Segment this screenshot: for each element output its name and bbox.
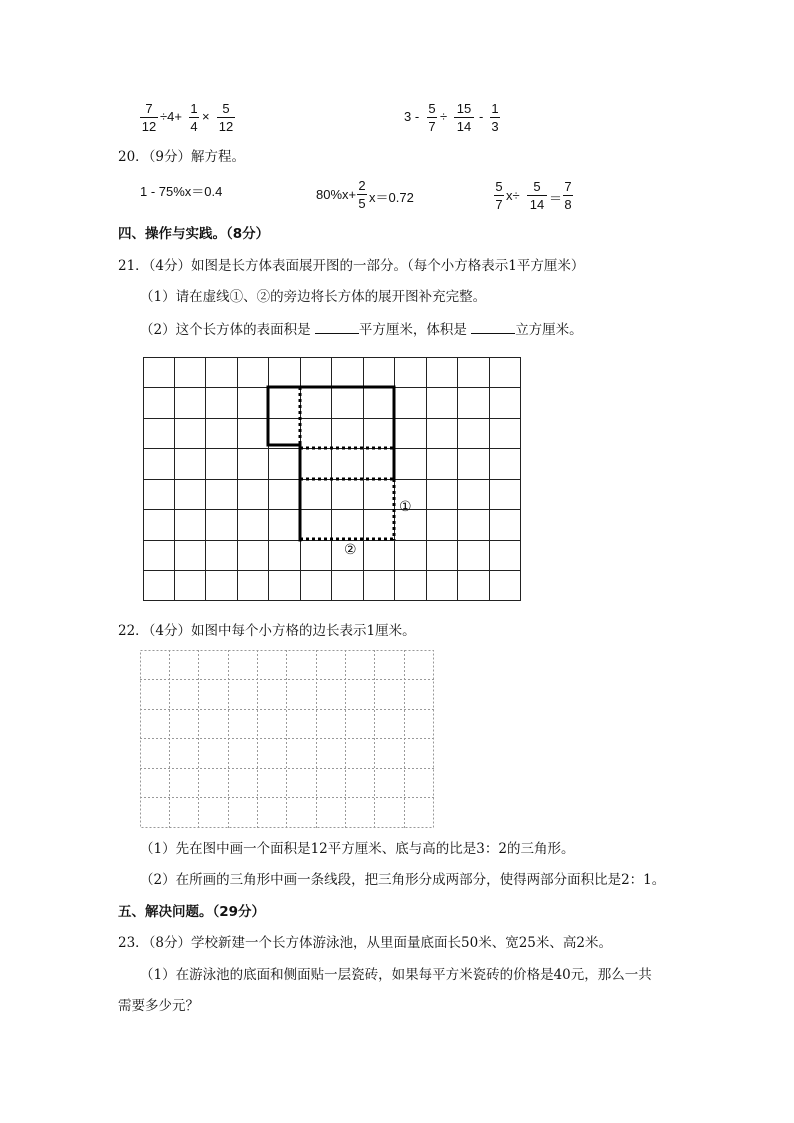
- operator: 3 -: [404, 109, 420, 124]
- fraction: 2 5: [358, 178, 366, 211]
- operator: ×: [202, 109, 210, 124]
- q22-dotted-grid[interactable]: [140, 650, 434, 828]
- fraction: 1 3: [491, 101, 499, 134]
- fraction: 1 4: [190, 101, 198, 134]
- q23-part-1-line-1: （1）在游泳池的底面和侧面贴一层瓷砖，如果每平方米瓷砖的价格是40元，那么一共: [140, 967, 652, 983]
- dashed-line-label-2: ②: [344, 541, 357, 557]
- q22-part-1: （1）先在图中画一个面积是12平方厘米、底与高的比是3：2的三角形。: [140, 841, 575, 857]
- q21-part-1: （1）请在虚线①、②的旁边将长方体的展开图补充完整。: [140, 289, 487, 305]
- equation-1: 1 - 75%x＝0.4: [140, 184, 223, 199]
- dashed-line-label-1: ①: [399, 498, 412, 514]
- equation-tail: x＝0.72: [369, 190, 414, 205]
- operator: ＝: [549, 191, 563, 206]
- answer-blank-area[interactable]: [315, 319, 359, 334]
- section-4-heading: 四、操作与实践。（8分）: [118, 226, 270, 242]
- q21-part-2: （2）这个长方体的表面积是 平方厘米，体积是 立方厘米。: [140, 319, 583, 339]
- fraction: 15 14: [454, 101, 474, 134]
- operator: -: [479, 109, 484, 124]
- q21-net-grid: [143, 357, 521, 601]
- fraction: 5 7: [495, 179, 503, 212]
- operator: ÷4+: [160, 109, 182, 124]
- net-dashed-lines: [300, 387, 394, 540]
- equation-lead: 80%x+: [316, 187, 357, 202]
- section-5-heading: 五、解决问题。（29分）: [118, 904, 266, 920]
- fraction: 7 12: [141, 101, 157, 134]
- q23-title: 23．（8分）学校新建一个长方体游泳池，从里面量底面长50米、宽25米、高2米。: [118, 935, 612, 951]
- answer-blank-volume[interactable]: [471, 319, 515, 334]
- operator: ÷: [440, 109, 448, 124]
- q23-part-1-line-2: 需要多少元？: [118, 998, 199, 1014]
- fraction: 7 8: [564, 179, 572, 212]
- q20-title: 20．（9分）解方程。: [118, 149, 246, 165]
- fraction: 5 7: [428, 101, 436, 134]
- q22-title: 22．（4分）如图中每个小方格的边长表示1厘米。: [118, 623, 416, 639]
- q21-title: 21．（4分）如图是长方体表面展开图的一部分。（每个小方格表示1平方厘米）: [118, 258, 585, 274]
- fraction: 5 14: [527, 179, 547, 212]
- q22-part-2: （2）在所画的三角形中画一条线段，把三角形分成两部分，使得两部分面积比是2：1。: [140, 872, 666, 888]
- operator: x÷: [506, 188, 520, 203]
- fraction: 5 12: [218, 101, 234, 134]
